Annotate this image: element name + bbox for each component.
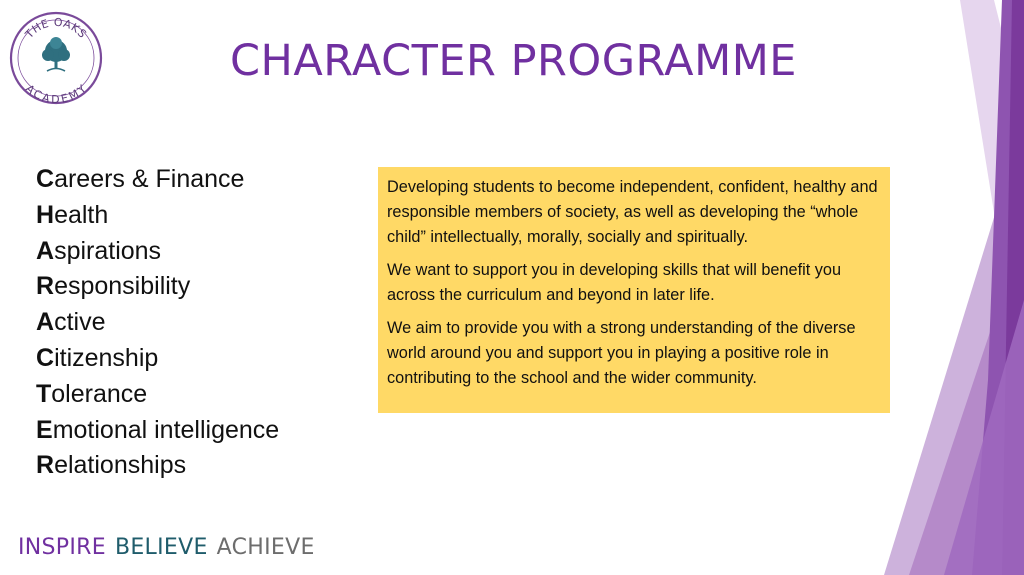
tagline-believe: BELIEVE bbox=[114, 535, 208, 560]
character-acrostic-list bbox=[36, 162, 279, 484]
acrostic-word: elationships bbox=[54, 451, 187, 480]
acrostic-word: ctive bbox=[54, 308, 106, 337]
list-item bbox=[36, 413, 279, 449]
logo-text-bottom: ACADEMY bbox=[22, 82, 90, 105]
list-item bbox=[36, 234, 279, 270]
acrostic-word: olerance bbox=[51, 379, 148, 408]
list-item bbox=[36, 269, 279, 305]
page-title: CHARACTER PROGRAMME bbox=[230, 36, 797, 86]
acrostic-word: spirations bbox=[54, 236, 162, 265]
list-item bbox=[36, 377, 279, 413]
acrostic-initial: C bbox=[36, 165, 55, 193]
programme-description-box bbox=[378, 167, 890, 413]
acrostic-initial: A bbox=[36, 308, 55, 337]
acrostic-initial: A bbox=[36, 236, 55, 265]
description-paragraph: We aim to provide you with a strong understanding of the diverse world around you and support you in playing a positive role in contributing to the school and the wider community. bbox=[387, 319, 856, 387]
list-item bbox=[36, 162, 279, 198]
acrostic-initial: H bbox=[36, 200, 55, 229]
acrostic-initial: R bbox=[36, 451, 55, 480]
acrostic-initial: E bbox=[36, 415, 53, 444]
list-item bbox=[36, 198, 279, 234]
list-item bbox=[36, 305, 279, 341]
list-item bbox=[36, 448, 279, 484]
acrostic-word: motional intelligence bbox=[52, 415, 280, 444]
school-logo bbox=[9, 11, 103, 105]
list-item bbox=[36, 341, 279, 377]
acrostic-word: itizenship bbox=[54, 343, 159, 372]
acrostic-initial: C bbox=[36, 343, 55, 372]
acrostic-initial: R bbox=[36, 272, 55, 301]
acrostic-word: areers & Finance bbox=[54, 165, 245, 193]
acrostic-word: ealth bbox=[54, 200, 109, 229]
description-paragraph: Developing students to become independent, confident, healthy and responsible members of society, as well as developing the “whole child” intellectually, morally, socially and spiritually. bbox=[387, 178, 878, 246]
acrostic-word: esponsibility bbox=[54, 272, 191, 301]
school-tagline bbox=[18, 535, 324, 560]
acrostic-initial: T bbox=[36, 379, 52, 408]
logo-text-top: THE OAKS bbox=[22, 15, 90, 41]
description-paragraph: We want to support you in developing skills that will benefit you across the curriculum and beyond in later life. bbox=[387, 261, 842, 304]
tagline-achieve: ACHIEVE bbox=[216, 535, 315, 560]
decorative-side-shapes bbox=[884, 0, 1024, 575]
tagline-inspire: INSPIRE bbox=[18, 535, 106, 560]
